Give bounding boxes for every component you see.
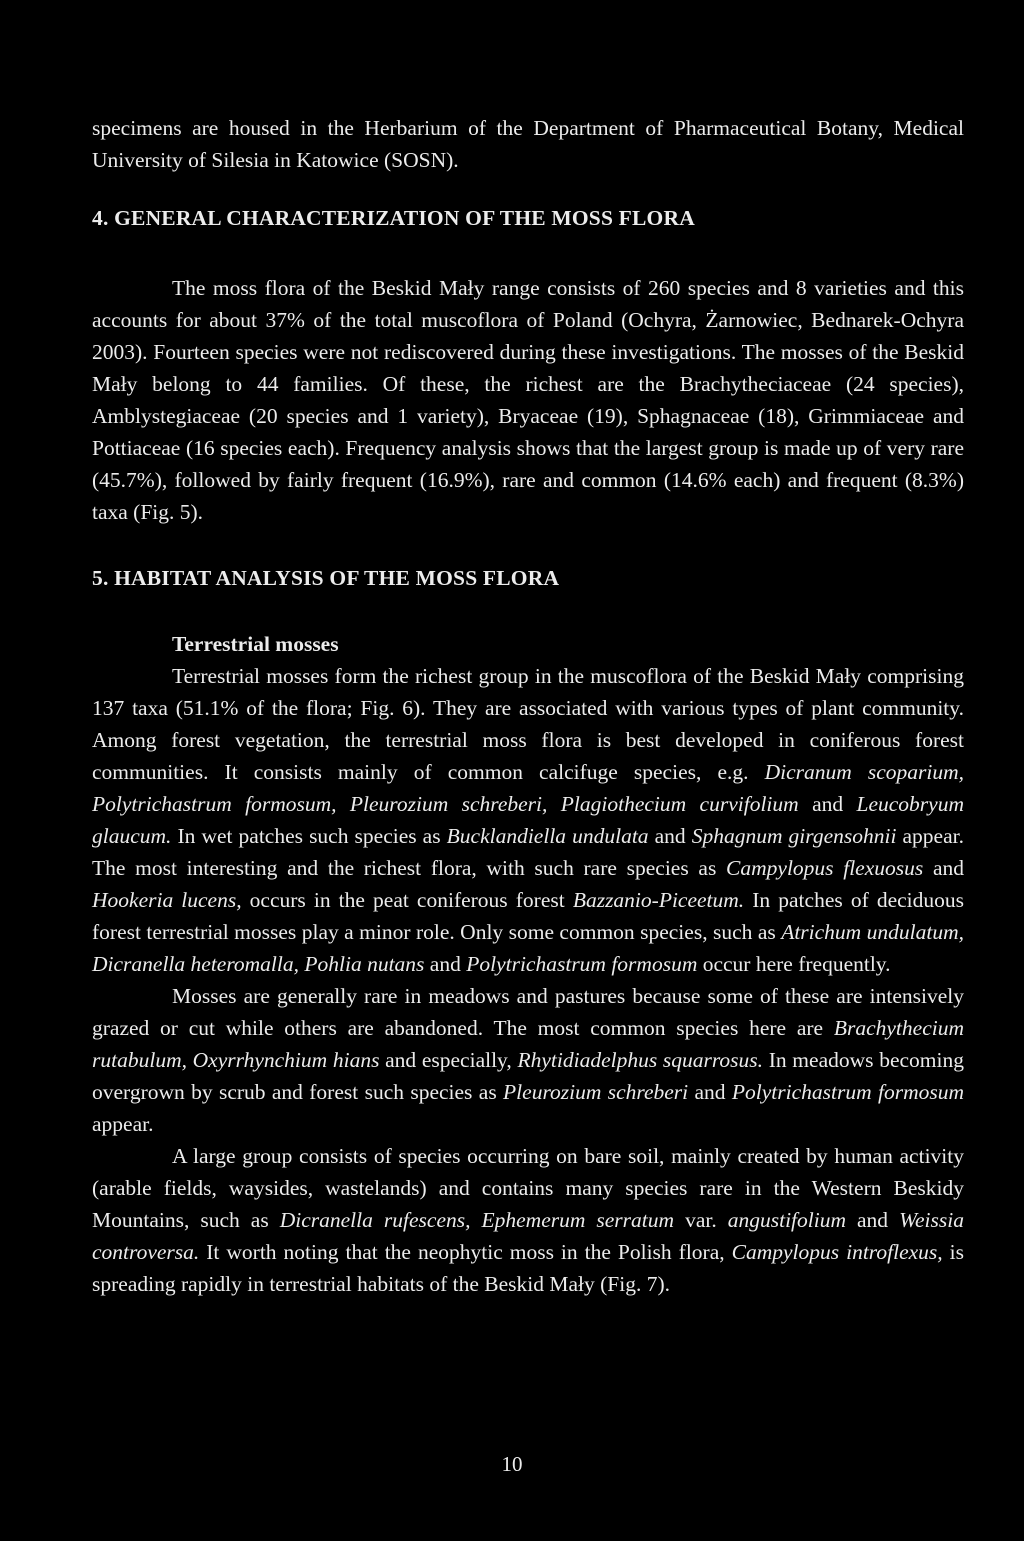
species-name: Pleurozium schreberi [503, 1080, 689, 1104]
species-name: Polytrichastrum formosum [466, 952, 698, 976]
species-name: Brachythecium rutabulum, Oxyrrhynchium hians [92, 1016, 964, 1072]
text-run: and [424, 952, 467, 976]
text-run: In patches of deciduous forest terrestrial mosses play a minor role. Only some common species, such as [92, 888, 964, 944]
species-name: Leucobryum glaucum. [92, 792, 964, 848]
intro-paragraph: specimens are housed in the Herbarium of the Department of Pharmaceutical Botany, Medical University of Silesia in Katowice (SOSN). [92, 116, 964, 172]
text-run: and [846, 1208, 900, 1232]
text-run: appear. [92, 1112, 154, 1136]
species-name: Campylopus introflexus, [731, 1240, 943, 1264]
terrestrial-mosses-subheading: Terrestrial mosses [172, 632, 339, 656]
community-name: Bazzanio-Piceetum. [572, 888, 745, 912]
species-name: Atrichum undulatum, Dicranella heteromalla, Pohlia nutans [92, 920, 964, 976]
species-name: angustifolium [727, 1208, 846, 1232]
text-run: and [798, 792, 857, 816]
text-run: is spreading rapidly in terrestrial habitats of the Beskid Mały (Fig. 7). [92, 1240, 964, 1296]
species-name: Weissia controversa. [92, 1208, 964, 1264]
page-number: 10 [501, 1452, 523, 1476]
text-run: Terrestrial mosses form the richest group in the muscoflora of the Beskid Mały comprising 137 taxa (51.1% of the flora; Fig. 6). They are associated with various types of plant community. Among forest vegetation, the terrestrial moss flora is best developed in coniferous forest communities. It consists mainly of common calcifuge species, e.g. [92, 664, 964, 784]
species-name: Polytrichastrum formosum [731, 1080, 964, 1104]
text-run: In wet patches such species as [171, 824, 447, 848]
species-name: Sphagnum girgensohnii [691, 824, 897, 848]
section-5-heading: 5. HABITAT ANALYSIS OF THE MOSS FLORA [92, 566, 560, 590]
text-run: and especially, [379, 1048, 518, 1072]
terrestrial-paragraph-2 [92, 980, 964, 1140]
species-name: Dicranella rufescens, Ephemerum serratum [279, 1208, 675, 1232]
text-run: and [648, 824, 692, 848]
text-run: appear. The most interesting and the richest flora, with such rare species as [92, 824, 964, 880]
species-name: Campylopus flexuosus [726, 856, 924, 880]
text-run: occur here frequently. [697, 952, 891, 976]
text-run: occurs in the peat coniferous forest [241, 888, 573, 912]
page-body [92, 112, 964, 1300]
species-name: Bucklandiella undulata [446, 824, 649, 848]
text-run: and [688, 1080, 732, 1104]
species-name: Hookeria lucens, [92, 888, 242, 912]
section-4-heading: 4. GENERAL CHARACTERIZATION OF THE MOSS FLORA [92, 206, 695, 230]
section-4-paragraph: The moss flora of the Beskid Mały range consists of 260 species and 8 varieties and this accounts for about 37% of the total muscoflora of Poland (Ochyra, Żarnowiec, Bednarek-Ochyra 2003). Fourteen species were not rediscovered during these investigations. The mosses of the Beskid Mały belong to 44 families. Of these, the richest are the Brachytheciaceae (24 species), Amblystegiaceae (20 species and 1 variety), Bryaceae (19), Sphagnaceae (18), Grimmiaceae and Pottiaceae (16 species each). Frequency analysis shows that the largest group is made up of very rare (45.7%), followed by fairly frequent (16.9%), rare and common (14.6% each) and frequent (8.3%) taxa (Fig. 5). [92, 276, 964, 524]
terrestrial-paragraph-1 [92, 660, 964, 980]
text-run: and [923, 856, 964, 880]
text-run: var. [674, 1208, 728, 1232]
text-run: Mosses are generally rare in meadows and pastures because some of these are intensively grazed or cut while others are abandoned. The most common species here are [92, 984, 964, 1040]
text-run: In meadows becoming overgrown by scrub and forest such species as [92, 1048, 964, 1104]
text-run: It worth noting that the neophytic moss in the Polish flora, [199, 1240, 732, 1264]
text-run: A large group consists of species occurring on bare soil, mainly created by human activity (arable fields, waysides, wastelands) and contains many species rare in the Western Beskidy Mountains, such as [92, 1144, 964, 1232]
species-name: Rhytidiadelphus squarrosus. [517, 1048, 764, 1072]
species-name: Dicranum scoparium, Polytrichastrum formosum, Pleurozium schreberi, Plagiothecium curvifolium [92, 760, 965, 816]
terrestrial-paragraph-3 [92, 1140, 964, 1300]
